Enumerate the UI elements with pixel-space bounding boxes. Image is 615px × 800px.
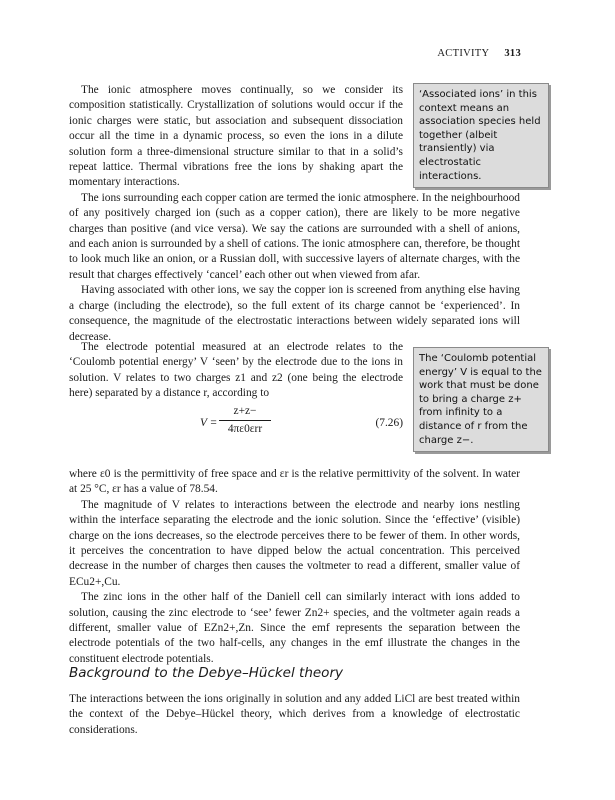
equation-7-26 xyxy=(69,404,403,446)
paragraph-permittivity: where ε0 is the permittivity of free space and εr is the relative permittivity of the solvent. In water at 25 °C, εr has a value of 78.54. xyxy=(69,468,520,496)
equation-lhs: V = xyxy=(200,416,218,429)
paragraph-ionic-atmosphere-definition: The ions surrounding each copper cation are termed the ionic atmosphere. In the neighbourhood of any positively charged ion (such as a copper cation), there are likely to be more negative charges than positive (and vice versa). We say the cations are surrounded with a shell of anions, and each anion is surrounded by a shell of cations. The ionic atmosphere can, therefore, be thought to look much like an onion, or a Russian doll, with successive layers of alternate charges, with the result that charges effectively ‘cancel’ each other out when viewed from afar. xyxy=(69,191,520,281)
margin-note-coulomb-energy: The ‘Coulomb potential energy’ V is equal to the work that must be done to bring a charge z+ from infinity to a distance of r from the charge z−. xyxy=(413,347,549,452)
equation-denominator: 4πε0εrr xyxy=(227,423,263,436)
equation-number: (7.26) xyxy=(375,416,403,429)
paragraph-ionic-atmosphere-moves: The ionic atmosphere moves continually, so we consider its composition statistically. Crystallization of solutions would occur if the ionic charges were static, but association and subsequent dissociation occur all the time in a dynamic process, so even the ions in a dilute solution form a three-dimensional structure similar to that in a solid’s repeat lattice. Thermal vibrations free the ions by shaking apart the momentary interactions. xyxy=(69,84,403,189)
page-number: 313 xyxy=(504,48,521,59)
paragraph-zinc-ions: The zinc ions in the other half of the Daniell cell can similarly interact with ions added to solution, causing the zinc electrode to ‘see’ fewer Zn2+ species, and the voltmeter again reads a different, smaller value of EZn2+,Zn. Since the emf represents the separation between the electrode potentials of the two half-cells, any changes in the emf illustrate the changes in the constituent electrode potentials. xyxy=(69,591,520,665)
body-block-3 xyxy=(69,467,520,667)
paragraph-screening: Having associated with other ions, we say the copper ion is screened from anything else having a charge (including the electrode), so the full extent of its charge cannot be ‘experienced’. In consequence, the magnitude of the electrostatic interactions between widely separated ions will decrease. xyxy=(69,284,520,343)
running-header xyxy=(437,48,521,59)
equation-numerator: z+z− xyxy=(219,404,271,421)
paragraph-debye-huckel-intro: The interactions between the ions originally in solution and any added LiCl are best treated within the context of the Debye–Hückel theory, which derives from a knowledge of electrostatic considerations. xyxy=(69,693,520,736)
equation-fraction xyxy=(219,404,271,438)
paragraph-magnitude-of-v: The magnitude of V relates to interactions between the electrode and nearby ions nestling within the interface separating the electrode and the ionic solution. Since the ‘effective’ (visible) charge on the ions decreases, so the electrode perceives there to be fewer of them. In other words, it perceives the concentration to have dipped below the actual concentration. This perceived decrease in the number of charges then causes the voltmeter to read a different, smaller value of ECu2+,Cu. xyxy=(69,498,520,588)
section-heading: Background to the Debye–Hückel theory xyxy=(69,665,343,681)
margin-note-associated-ions: ‘Associated ions’ in this context means an association species held together (albeit transiently) via electrostatic interactions. xyxy=(413,83,549,188)
paragraph-coulomb-potential: The electrode potential measured at an electrode relates to the ‘Coulomb potential energy’ V ‘seen’ by the electrode due to the ions in solution. V relates to two charges z1 and z2 (one being the electrode here) separated by a distance r, according to xyxy=(69,341,403,400)
body-block-4 xyxy=(69,692,520,738)
body-block-2 xyxy=(69,340,403,450)
section-label: ACTIVITY xyxy=(437,48,490,59)
